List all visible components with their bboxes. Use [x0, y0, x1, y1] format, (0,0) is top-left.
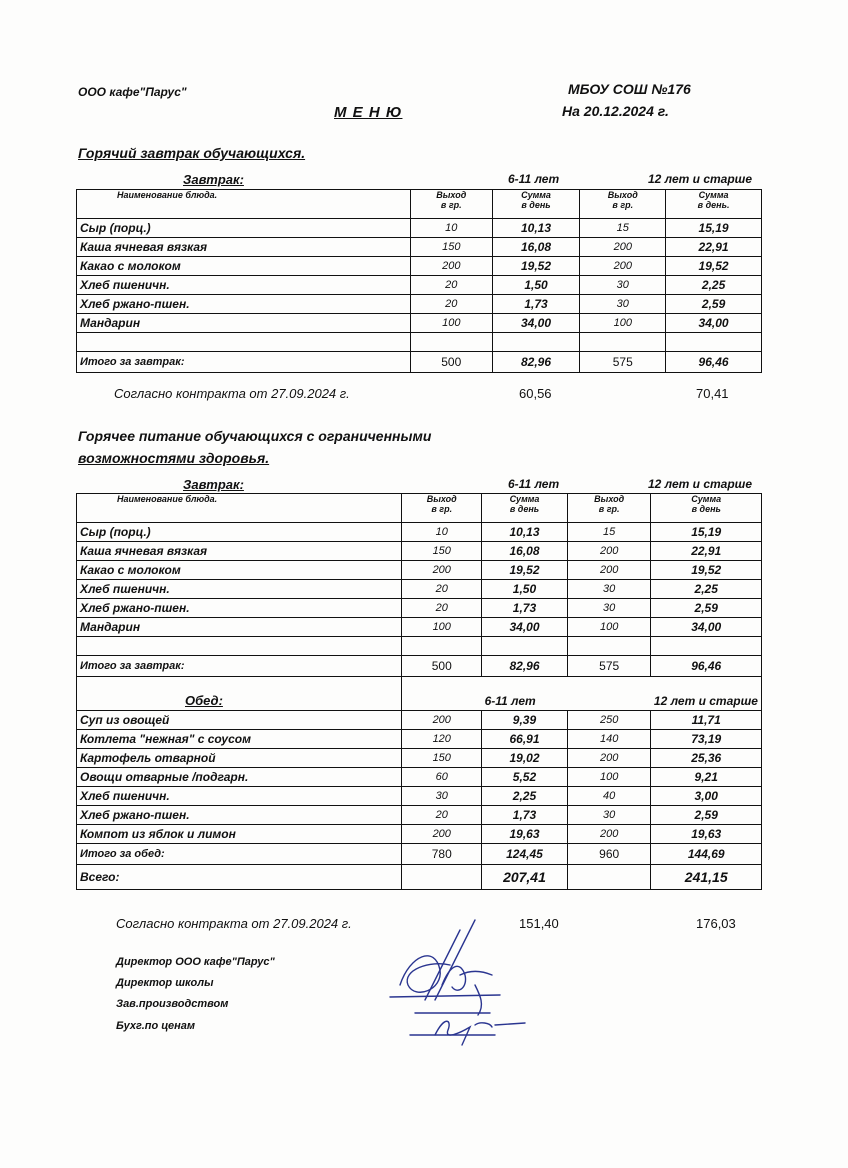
portion-6-11: 20	[402, 599, 482, 618]
total-sum1: 82,96	[492, 352, 580, 373]
price-6-11: 9,39	[482, 711, 568, 730]
portion-6-11: 20	[402, 580, 482, 599]
portion-6-11: 60	[402, 768, 482, 787]
price-12plus: 19,63	[651, 825, 762, 844]
price-6-11: 2,25	[482, 787, 568, 806]
table-row	[77, 238, 762, 257]
menu-date: На 20.12.2024 г.	[562, 103, 669, 119]
total-sum2: 96,46	[666, 352, 762, 373]
table-row	[77, 523, 762, 542]
school-name: МБОУ СОШ №176	[568, 81, 691, 97]
price-12plus: 3,00	[651, 787, 762, 806]
portion-12plus: 30	[580, 276, 666, 295]
price-12plus: 15,19	[651, 523, 762, 542]
dish-name: Какао с молоком	[77, 561, 402, 580]
price-12plus: 2,59	[651, 599, 762, 618]
grand-total-row	[77, 865, 762, 890]
portion-12plus: 100	[567, 618, 651, 637]
total-label: Итого за завтрак:	[77, 656, 402, 677]
lunch-age2: 12 лет и старше	[651, 677, 762, 711]
portion-6-11: 200	[402, 561, 482, 580]
portion-12plus: 200	[580, 257, 666, 276]
lunch-meal-cell	[77, 677, 402, 711]
portion-12plus: 15	[567, 523, 651, 542]
grand-total-sum1: 207,41	[482, 865, 568, 890]
portion-12plus: 200	[567, 749, 651, 768]
price-6-11: 1,73	[482, 806, 568, 825]
price-6-11: 10,13	[482, 523, 568, 542]
col-out2-header: Выход в гр.	[580, 190, 666, 219]
price-6-11: 34,00	[482, 618, 568, 637]
portion-12plus: 30	[567, 806, 651, 825]
lunch-header-row	[77, 677, 762, 711]
dish-name: Хлеб ржано-пшен.	[77, 806, 402, 825]
price-12plus: 2,25	[651, 580, 762, 599]
section1-title: Горячий завтрак обучающихся.	[78, 145, 306, 161]
dish-name: Мандарин	[77, 618, 402, 637]
price-12plus: 2,59	[651, 806, 762, 825]
portion-12plus: 200	[567, 825, 651, 844]
grand-total-label: Всего:	[77, 865, 402, 890]
section1-contract-v2: 70,41	[696, 386, 729, 401]
portion-6-11: 200	[402, 825, 482, 844]
price-12plus: 9,21	[651, 768, 762, 787]
total-sum2: 96,46	[651, 656, 762, 677]
table-row	[77, 314, 762, 333]
portion-12plus: 140	[567, 730, 651, 749]
price-12plus: 22,91	[651, 542, 762, 561]
breakfast-total-row	[77, 352, 762, 373]
grand-total-sum2: 241,15	[651, 865, 762, 890]
portion-6-11: 10	[402, 523, 482, 542]
dish-name: Хлеб пшеничн.	[77, 787, 402, 806]
lunch-total-sum2: 144,69	[651, 844, 762, 865]
dish-name: Овощи отварные /подгарн.	[77, 768, 402, 787]
dish-name: Сыр (порц.)	[77, 219, 411, 238]
signature-director-cafe: Директор ООО кафе"Парус"	[116, 956, 275, 968]
col-sum1-header: Сумма в день	[492, 190, 580, 219]
table-row	[77, 618, 762, 637]
signature-production-head: Зав.производством	[116, 998, 229, 1010]
price-6-11: 19,63	[482, 825, 568, 844]
section1-age2: 12 лет и старше	[648, 172, 753, 186]
portion-12plus: 100	[567, 768, 651, 787]
section1-contract-label: Согласно контракта от 27.09.2024 г.	[114, 386, 350, 401]
page-title: М Е Н Ю	[334, 104, 403, 121]
table-header-row	[77, 190, 762, 219]
table-row	[77, 257, 762, 276]
price-6-11: 1,50	[492, 276, 580, 295]
price-12plus: 2,59	[666, 295, 762, 314]
dish-name: Хлеб пшеничн.	[77, 580, 402, 599]
table-header-row	[77, 494, 762, 523]
lunch-total-out2: 960	[567, 844, 651, 865]
col-out1-header: Выход в гр.	[402, 494, 482, 523]
dish-name: Хлеб ржано-пшен.	[77, 295, 411, 314]
dish-name: Каша ячневая вязкая	[77, 238, 411, 257]
portion-12plus: 30	[580, 295, 666, 314]
portion-6-11: 100	[410, 314, 492, 333]
portion-6-11: 150	[402, 542, 482, 561]
price-6-11: 10,13	[492, 219, 580, 238]
table-row	[77, 561, 762, 580]
price-6-11: 1,50	[482, 580, 568, 599]
col-sum2-header: Сумма в день	[651, 494, 762, 523]
table-row	[77, 580, 762, 599]
section2-age2: 12 лет и старше	[648, 477, 753, 491]
section2-contract-v2: 176,03	[696, 916, 736, 931]
price-6-11: 5,52	[482, 768, 568, 787]
dish-name: Сыр (порц.)	[77, 523, 402, 542]
section1-contract-v1: 60,56	[519, 386, 552, 401]
table-row	[77, 768, 762, 787]
blank-row	[77, 637, 762, 656]
price-12plus: 34,00	[666, 314, 762, 333]
breakfast-table	[76, 189, 762, 373]
dish-name: Картофель отварной	[77, 749, 402, 768]
table-row	[77, 219, 762, 238]
portion-12plus: 15	[580, 219, 666, 238]
section1-age1: 6-11 лет	[508, 172, 560, 186]
blank-row	[77, 333, 762, 352]
col-out1-header: Выход в гр.	[410, 190, 492, 219]
lunch-total-row	[77, 844, 762, 865]
portion-12plus: 40	[567, 787, 651, 806]
signature-accountant: Бухг.по ценам	[116, 1020, 195, 1032]
price-6-11: 19,52	[482, 561, 568, 580]
portion-6-11: 200	[410, 257, 492, 276]
price-12plus: 2,25	[666, 276, 762, 295]
price-6-11: 34,00	[492, 314, 580, 333]
portion-6-11: 100	[402, 618, 482, 637]
section2-contract-label: Согласно контракта от 27.09.2024 г.	[116, 916, 352, 931]
portion-6-11: 150	[402, 749, 482, 768]
table-row	[77, 711, 762, 730]
portion-6-11: 20	[410, 276, 492, 295]
lunch-total-sum1: 124,45	[482, 844, 568, 865]
handwritten-signature-image	[380, 915, 540, 1050]
portion-6-11: 20	[402, 806, 482, 825]
ovz-table	[76, 493, 762, 890]
portion-12plus: 30	[567, 580, 651, 599]
col-sum2-header: Сумма в день.	[666, 190, 762, 219]
col-out2-header: Выход в гр.	[567, 494, 651, 523]
table-row	[77, 749, 762, 768]
price-12plus: 25,36	[651, 749, 762, 768]
total-out1: 500	[402, 656, 482, 677]
dish-name: Компот из яблок и лимон	[77, 825, 402, 844]
portion-12plus: 200	[567, 542, 651, 561]
dish-name: Каша ячневая вязкая	[77, 542, 402, 561]
portion-6-11: 10	[410, 219, 492, 238]
signature-director-school: Директор школы	[116, 977, 214, 989]
price-12plus: 15,19	[666, 219, 762, 238]
portion-6-11: 30	[402, 787, 482, 806]
price-6-11: 66,91	[482, 730, 568, 749]
price-6-11: 19,52	[492, 257, 580, 276]
portion-6-11: 200	[402, 711, 482, 730]
total-out1: 500	[410, 352, 492, 373]
portion-12plus: 200	[567, 561, 651, 580]
portion-12plus: 250	[567, 711, 651, 730]
table-row	[77, 730, 762, 749]
lunch-age1: 6-11 лет	[482, 677, 568, 711]
section2-contract-v1: 151,40	[519, 916, 559, 931]
lunch-meal-label: Обед:	[185, 693, 223, 708]
section2-meal-label: Завтрак:	[183, 477, 244, 492]
total-label: Итого за завтрак:	[77, 352, 411, 373]
portion-12plus: 30	[567, 599, 651, 618]
col-sum1-header: Сумма в день	[482, 494, 568, 523]
dish-name: Какао с молоком	[77, 257, 411, 276]
col-name-header: Наименование блюда.	[77, 494, 402, 523]
company-name: ООО кафе"Парус"	[78, 85, 187, 99]
table-row	[77, 295, 762, 314]
portion-12plus: 100	[580, 314, 666, 333]
price-6-11: 19,02	[482, 749, 568, 768]
dish-name: Котлета "нежная" с соусом	[77, 730, 402, 749]
table-row	[77, 542, 762, 561]
table-row	[77, 276, 762, 295]
section1-meal-label: Завтрак:	[183, 172, 244, 187]
price-6-11: 16,08	[492, 238, 580, 257]
total-sum1: 82,96	[482, 656, 568, 677]
section2-title-line1: Горячее питание обучающихся с ограниченными	[78, 428, 432, 444]
table-row	[77, 599, 762, 618]
price-6-11: 1,73	[492, 295, 580, 314]
price-12plus: 22,91	[666, 238, 762, 257]
section2-age1: 6-11 лет	[508, 477, 560, 491]
price-12plus: 19,52	[666, 257, 762, 276]
price-12plus: 34,00	[651, 618, 762, 637]
table-row	[77, 806, 762, 825]
lunch-total-out1: 780	[402, 844, 482, 865]
price-6-11: 16,08	[482, 542, 568, 561]
price-6-11: 1,73	[482, 599, 568, 618]
portion-12plus: 200	[580, 238, 666, 257]
dish-name: Хлеб пшеничн.	[77, 276, 411, 295]
total-out2: 575	[580, 352, 666, 373]
table-row	[77, 787, 762, 806]
dish-name: Суп из овощей	[77, 711, 402, 730]
dish-name: Мандарин	[77, 314, 411, 333]
portion-6-11: 20	[410, 295, 492, 314]
breakfast-total-row	[77, 656, 762, 677]
price-12plus: 73,19	[651, 730, 762, 749]
portion-6-11: 150	[410, 238, 492, 257]
section2-title-line2: возможностями здоровья.	[78, 450, 270, 466]
portion-6-11: 120	[402, 730, 482, 749]
lunch-total-label: Итого за обед:	[77, 844, 402, 865]
dish-name: Хлеб ржано-пшен.	[77, 599, 402, 618]
total-out2: 575	[567, 656, 651, 677]
price-12plus: 11,71	[651, 711, 762, 730]
col-name-header: Наименование блюда.	[77, 190, 411, 219]
table-row	[77, 825, 762, 844]
price-12plus: 19,52	[651, 561, 762, 580]
